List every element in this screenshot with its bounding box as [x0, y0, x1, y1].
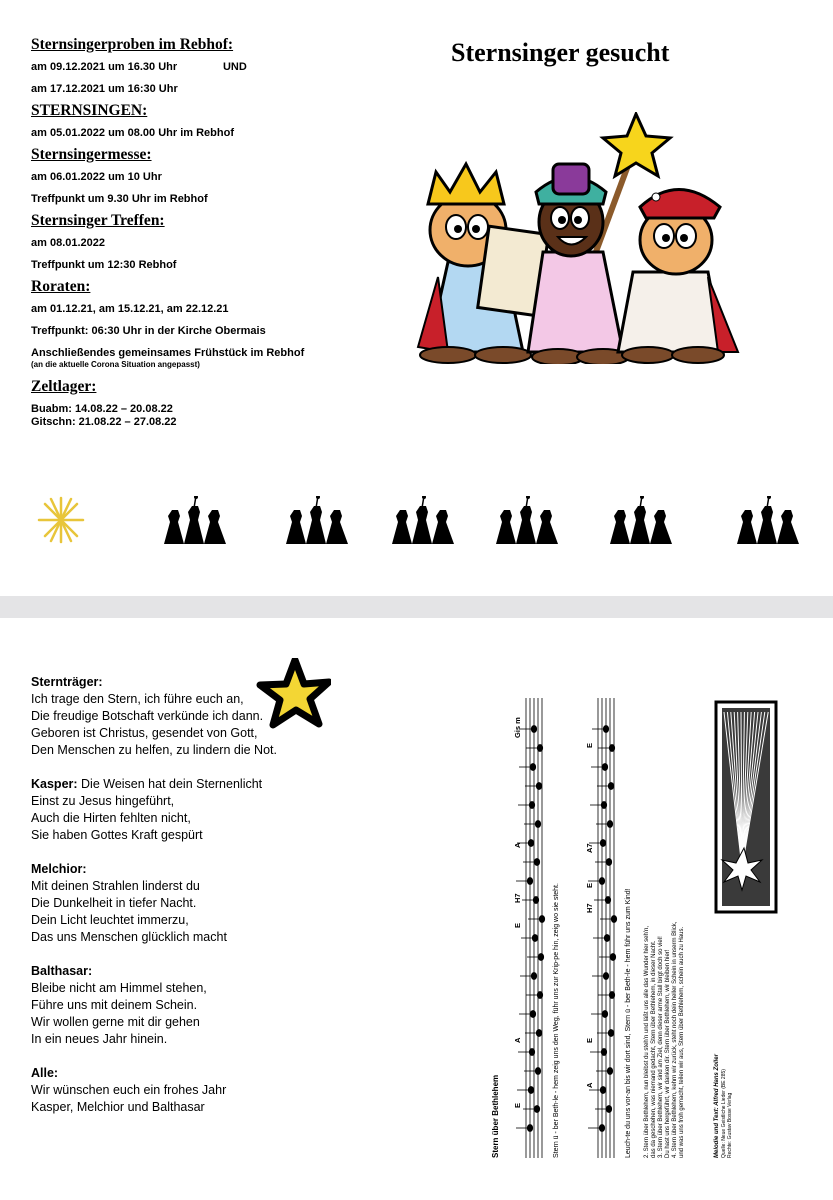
lyrics-page [0, 618, 833, 1200]
credit: Melodie und Text: Alfred Hans Zoller [714, 1054, 720, 1158]
woodcut-star-image [716, 702, 776, 912]
speaker: Kasper: [31, 777, 78, 791]
text-line: Gitschn: 21.08.22 – 27.08.22 [31, 416, 177, 428]
speaker: Sternträger: [31, 675, 103, 689]
heading-sternsingen: STERNSINGEN: [31, 102, 148, 119]
kings-silhouette-icon [282, 496, 352, 546]
source: Rechte: Gustav Bosse Verlag [727, 1092, 733, 1158]
verse-line: Den Menschen zu helfen, zu lindern die Not. [31, 743, 277, 757]
verse-text: und was uns froh gemacht, teilen wir aus, Stern über Bethlehem, schein auch zu Haus. [679, 926, 685, 1158]
flyer-title: Sternsinger gesucht [451, 38, 670, 67]
chord: E [585, 1037, 594, 1043]
verse-line: Auch die Hirten fehlten nicht, [31, 811, 191, 825]
verse-line: Ich trage den Stern, ich führe euch an, [31, 692, 244, 706]
flyer-page [0, 0, 833, 596]
verse-line: Sie haben Gottes Kraft gespürt [31, 828, 203, 842]
verse-text: 4. Stern über Bethlehem, kehrn wir zurück, steht noch dein heller Schein in unserm Blick, [672, 921, 678, 1158]
schedule [31, 36, 401, 429]
verse-line: Wir wollen gerne mit dir gehen [31, 1015, 200, 1029]
verse-line: Bleibe nicht am Himmel stehen, [31, 981, 207, 995]
speaker: Alle: [31, 1066, 59, 1080]
kings-silhouette-icon [492, 496, 562, 546]
text-line: am 05.01.2022 um 08.00 Uhr im Rebhof [31, 127, 234, 139]
heading-roraten: Roraten: [31, 278, 91, 295]
text-line: am 01.12.21, am 15.12.21, am 22.12.21 [31, 303, 229, 315]
verse-text: 3. Stern über Bethlehem, wir sind am Ziel, denn dieser arme Stall birgt doch so viel! [658, 936, 664, 1158]
chord: E [513, 1102, 522, 1108]
verse-alle [31, 1065, 331, 1116]
text-line: Anschließendes gemeinsames Frühstück im Rebhof [31, 347, 305, 359]
chord: A7 [585, 843, 594, 853]
kings-silhouette-icon [733, 496, 803, 546]
verse-text: Du hast uns hergeführt, wir danken dir. Stern über Bethlehem, wir bleiben hier! [665, 949, 671, 1158]
chord: Gis m [513, 717, 522, 738]
text-line: Treffpunkt um 12:30 Rebhof [31, 259, 177, 271]
verse-line: Einst zu Jesus hingeführt, [31, 794, 175, 808]
kings-silhouette-icon [606, 496, 676, 546]
chord: E [585, 742, 594, 748]
verse-kasper [31, 776, 331, 844]
verse-line: Die Dunkelheit in tiefer Nacht. [31, 896, 197, 910]
chord: A [513, 842, 522, 848]
source: Quelle: Neue Geistliche Lieder (BE 285) [721, 1069, 727, 1158]
verse-line: Kasper, Melchior und Balthasar [31, 1100, 205, 1114]
verse-sterntraeger [31, 674, 331, 759]
verse-line: Führe uns mit deinem Schein. [31, 998, 198, 1012]
chord: H7 [585, 903, 594, 913]
corona-note: (an die aktuelle Corona Situation angepasst) [31, 360, 200, 369]
page-separator [0, 596, 833, 618]
verse-line: Mit deinen Strahlen linderst du [31, 879, 200, 893]
verse-text: das da geschehen, was niemand gedacht, Stern über Bethlehem, in dieser Nacht. [651, 940, 657, 1158]
decoration-row [0, 494, 833, 546]
heading-treffen: Sternsinger Treffen: [31, 212, 165, 229]
verse-text: 2. Stern über Bethlehem, nun bleibst du steh'n und läßt uns alle das Wunder hier seh'n, [644, 926, 650, 1158]
verse-balthasar [31, 963, 331, 1048]
lyric-line: Stern ü - ber Beth-le - hem zeig uns den Weg, führ uns zur Krip-pe hin, zeig wo sie steht. [553, 883, 560, 1158]
heading-proben: Sternsingerproben im Rebhof: [31, 36, 234, 53]
sparkle-star-icon [36, 494, 86, 546]
sheet-music [480, 688, 780, 1168]
text-line: Buabm: 14.08.22 – 20.08.22 [31, 403, 173, 415]
verse-line: Die freudige Botschaft verkünde ich dann. [31, 709, 264, 723]
text-line: am 06.01.2022 um 10 Uhr [31, 171, 162, 183]
text-line: Treffpunkt: 06:30 Uhr in der Kirche Obermais [31, 325, 266, 337]
kings-silhouette-icon [160, 496, 230, 546]
verse-line: Die Weisen hat dein Sternenlicht [77, 777, 263, 791]
verse-line: Das uns Menschen glücklich macht [31, 930, 227, 944]
lyric-line: Leuch-te du uns vor-an bis wir dort sind, Stern ü - ber Beth-le - hem führ uns zum Kind! [625, 888, 632, 1158]
poem [31, 674, 331, 1133]
text-line: am 08.01.2022 [31, 237, 106, 249]
text-line: am 17.12.2021 um 16:30 Uhr [31, 83, 178, 95]
three-kings-illustration [408, 112, 740, 364]
kings-silhouette-icon [388, 496, 458, 546]
speaker: Balthasar: [31, 964, 93, 978]
verse-line: Geboren ist Christus, gesendet von Gott, [31, 726, 258, 740]
speaker: Melchior: [31, 862, 87, 876]
verse-melchior [31, 861, 331, 946]
heading-messe: Sternsingermesse: [31, 146, 152, 163]
heading-zeltlager: Zeltlager: [31, 378, 97, 395]
chord: E [585, 882, 594, 888]
chord: A [585, 1082, 594, 1088]
text-line: Treffpunkt um 9.30 Uhr im Rebhof [31, 193, 208, 205]
chord: A [513, 1037, 522, 1043]
verse-line: In ein neues Jahr hinein. [31, 1032, 168, 1046]
verse-line: Dein Licht leuchtet immerzu, [31, 913, 189, 927]
chord: E [513, 922, 522, 928]
song-title: Stern über Bethlehem [491, 1074, 500, 1158]
chord: H7 [513, 893, 522, 903]
text-line: am 09.12.2021 um 16.30 Uhr UND [31, 61, 247, 73]
verse-line: Wir wünschen euch ein frohes Jahr [31, 1083, 227, 1097]
